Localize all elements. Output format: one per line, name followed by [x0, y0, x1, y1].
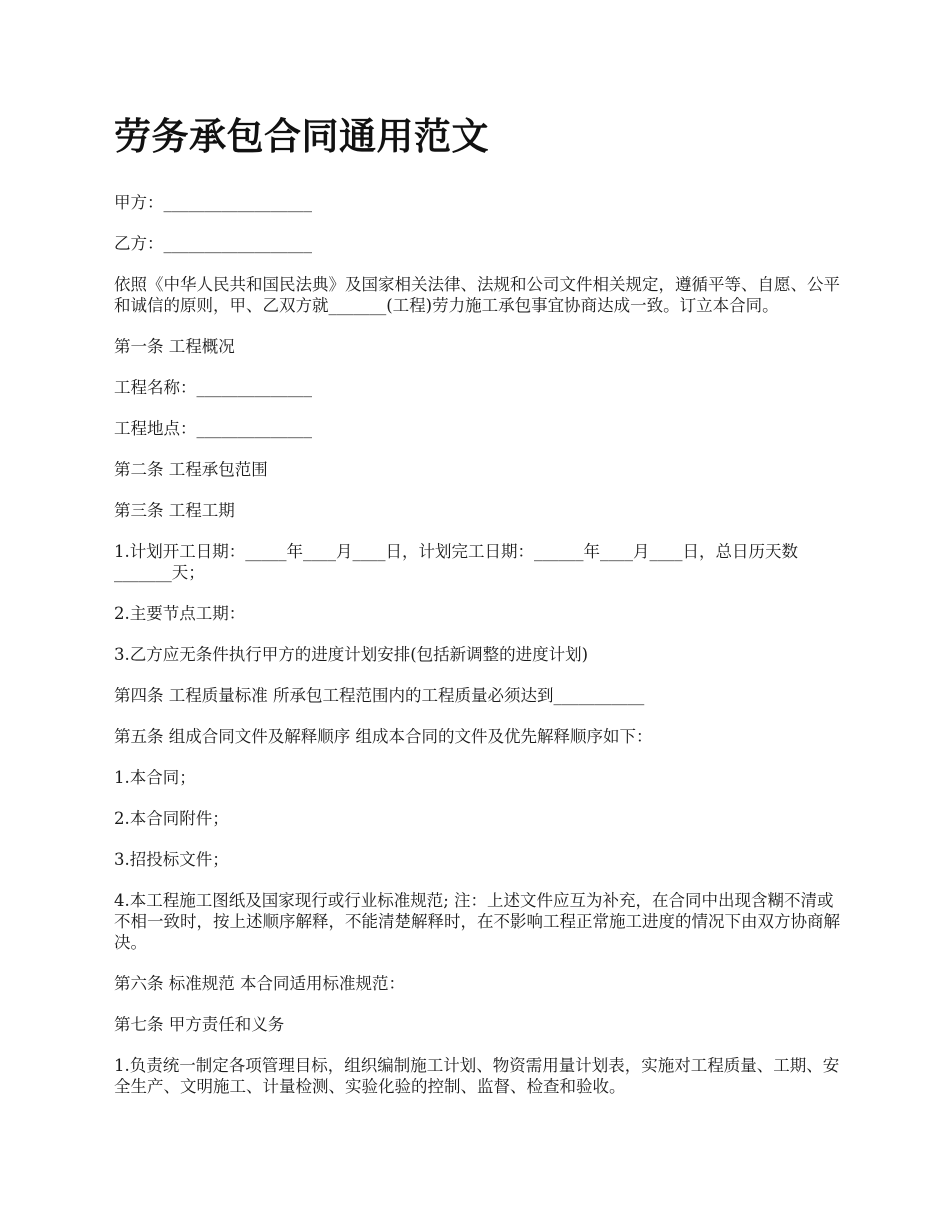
article-6-paragraph: 第六条 标准规范 本合同适用标准规范： [114, 974, 405, 993]
project-location-line: 工程地点：______________ [114, 419, 312, 438]
contract-doc-item-2: 2.本合同附件； [114, 809, 229, 828]
document-title: 劳务承包合同通用范文 [114, 114, 489, 158]
contract-doc-item-4: 4.本工程施工图纸及国家现行或行业标准规范; 注：上述文件应互为补充，在合同中出现含糊不清或不相一致时，按上述顺序解释，不能清楚解释时，在不影响工程正常施工进度的情况下由双方协商解决。 [114, 891, 840, 952]
party-b-line: 乙方：__________________ [114, 234, 312, 253]
contract-doc-item-1: 1.本合同； [114, 768, 196, 787]
party-a-duty-1: 1.负责统一制定各项管理目标，组织编制施工计划、物资需用量计划表，实施对工程质量、工期、安全生产、文明施工、计量检测、实验化验的控制、监督、检查和验收。 [114, 1056, 840, 1096]
article-1-heading: 第一条 工程概况 [114, 337, 235, 356]
party-a-line: 甲方：__________________ [114, 193, 312, 212]
schedule-compliance-line: 3.乙方应无条件执行甲方的进度计划安排(包括新调整的进度计划) [114, 645, 589, 664]
article-3-heading: 第三条 工程工期 [114, 501, 235, 520]
article-2-heading: 第二条 工程承包范围 [114, 460, 268, 479]
contract-doc-item-3: 3.招投标文件； [114, 850, 229, 869]
schedule-dates-paragraph: 1.计划开工日期：_____年____月____日，计划完工日期：______年____月____日，总日历天数_______天； [114, 542, 798, 582]
article-7-heading: 第七条 甲方责任和义务 [114, 1015, 285, 1034]
article-4-paragraph: 第四条 工程质量标准 所承包工程范围内的工程质量必须达到___________ [114, 686, 645, 705]
preamble-paragraph: 依照《中华人民共和国民法典》及国家相关法律、法规和公司文件相关规定，遵循平等、自愿、公平和诚信的原则，甲、乙双方就_______(工程)劳力施工承包事宜协商达成一致。订立本合同。 [114, 275, 840, 315]
milestone-schedule-line: 2.主要节点工期： [114, 604, 246, 623]
document-page [114, 108, 844, 1117]
article-5-paragraph: 第五条 组成合同文件及解释顺序 组成本合同的文件及优先解释顺序如下： [114, 727, 653, 746]
project-name-line: 工程名称：______________ [114, 378, 312, 397]
